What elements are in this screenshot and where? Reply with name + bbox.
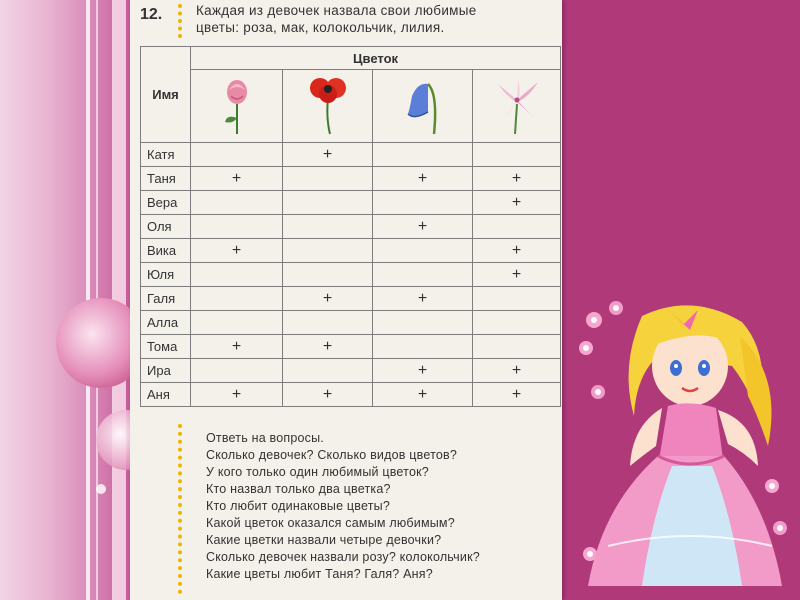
girl-name: Ира <box>141 359 191 383</box>
table-row <box>141 287 561 311</box>
flower-mark: + <box>473 263 561 287</box>
flower-table-container <box>140 46 560 407</box>
girl-name: Тома <box>141 335 191 359</box>
flower-mark: + <box>191 239 283 263</box>
task-number: 12. <box>140 6 163 23</box>
flower-mark <box>373 239 473 263</box>
question-line: Кто любит одинаковые цветы? <box>206 499 390 513</box>
questions-heading: Ответь на вопросы. <box>206 431 324 445</box>
question-line: Сколько девочек назвали розу? колокольчик? <box>206 550 480 564</box>
question-line: Какие цветки назвали четыре девочки? <box>206 533 442 547</box>
girl-name: Галя <box>141 287 191 311</box>
flower-bluebell-cell <box>373 70 473 143</box>
girl-name: Вера <box>141 191 191 215</box>
girl-name: Катя <box>141 143 191 167</box>
flower-mark <box>283 215 373 239</box>
task-line: цветы: роза, мак, колокольчик, лилия. <box>196 20 445 35</box>
girl-name: Аня <box>141 383 191 407</box>
flower-mark <box>283 263 373 287</box>
flower-mark: + <box>191 167 283 191</box>
table-row <box>141 383 561 407</box>
question-line: Какой цветок оказался самым любимым? <box>206 516 455 530</box>
name-header: Имя <box>141 47 191 143</box>
flower-mark: + <box>191 383 283 407</box>
questions-list <box>206 430 480 583</box>
flower-mark: + <box>473 359 561 383</box>
question-line: У кого только один любимый цветок? <box>206 465 429 479</box>
flower-rose-cell <box>191 70 283 143</box>
question-line: Сколько девочек? Сколько видов цветов? <box>206 448 457 462</box>
flower-mark <box>473 143 561 167</box>
flower-mark <box>283 167 373 191</box>
flower-mark <box>191 143 283 167</box>
table-body <box>141 143 561 407</box>
flower-mark: + <box>373 215 473 239</box>
dotted-marker <box>178 4 188 38</box>
flower-mark <box>283 311 373 335</box>
flower-mark: + <box>473 239 561 263</box>
flower-mark <box>473 287 561 311</box>
table-row <box>141 191 561 215</box>
lily-icon <box>488 74 546 136</box>
flower-mark: + <box>191 335 283 359</box>
flower-mark <box>283 359 373 383</box>
flower-mark <box>373 311 473 335</box>
table-row <box>141 167 561 191</box>
flower-mark <box>373 191 473 215</box>
flower-mark <box>373 143 473 167</box>
flower-mark <box>191 359 283 383</box>
flower-mark <box>191 311 283 335</box>
flower-mark: + <box>283 143 373 167</box>
flower-mark <box>283 191 373 215</box>
flower-mark <box>473 215 561 239</box>
flower-mark: + <box>473 383 561 407</box>
flower-mark: + <box>473 191 561 215</box>
rose-icon <box>217 74 257 136</box>
table-row <box>141 239 561 263</box>
flower-mark <box>191 215 283 239</box>
textbook-page <box>130 0 562 600</box>
flower-lily-cell <box>473 70 561 143</box>
table-row <box>141 215 561 239</box>
flower-poppy-cell <box>283 70 373 143</box>
question-line: Какие цветы любит Таня? Галя? Аня? <box>206 567 433 581</box>
girl-name: Алла <box>141 311 191 335</box>
dotted-marker <box>178 424 188 594</box>
question-line: Кто назвал только два цветка? <box>206 482 391 496</box>
flower-mark: + <box>473 167 561 191</box>
flower-mark <box>191 263 283 287</box>
girl-name: Вика <box>141 239 191 263</box>
flower-mark: + <box>373 383 473 407</box>
flower-mark <box>191 191 283 215</box>
flower-mark: + <box>283 287 373 311</box>
task-line: Каждая из девочек назвала свои любимые <box>196 3 477 18</box>
flower-mark: + <box>283 383 373 407</box>
flower-mark <box>373 263 473 287</box>
princess-illustration <box>572 296 798 596</box>
bluebell-icon <box>398 74 448 136</box>
table-row <box>141 263 561 287</box>
flower-header: Цветок <box>191 47 561 70</box>
flower-mark: + <box>373 359 473 383</box>
table-row <box>141 143 561 167</box>
girl-name: Юля <box>141 263 191 287</box>
flower-mark: + <box>373 167 473 191</box>
flower-mark <box>283 239 373 263</box>
task-text <box>196 2 558 36</box>
flower-mark: + <box>283 335 373 359</box>
flower-mark: + <box>373 287 473 311</box>
flower-mark <box>473 335 561 359</box>
table-row <box>141 335 561 359</box>
flower-mark <box>191 287 283 311</box>
flower-mark <box>473 311 561 335</box>
girl-name: Оля <box>141 215 191 239</box>
flower-table <box>140 46 561 407</box>
left-decoration <box>0 0 130 600</box>
decor-orb <box>96 484 106 494</box>
table-row <box>141 359 561 383</box>
poppy-icon <box>306 74 350 136</box>
table-row <box>141 311 561 335</box>
girl-name: Таня <box>141 167 191 191</box>
flower-mark <box>373 335 473 359</box>
